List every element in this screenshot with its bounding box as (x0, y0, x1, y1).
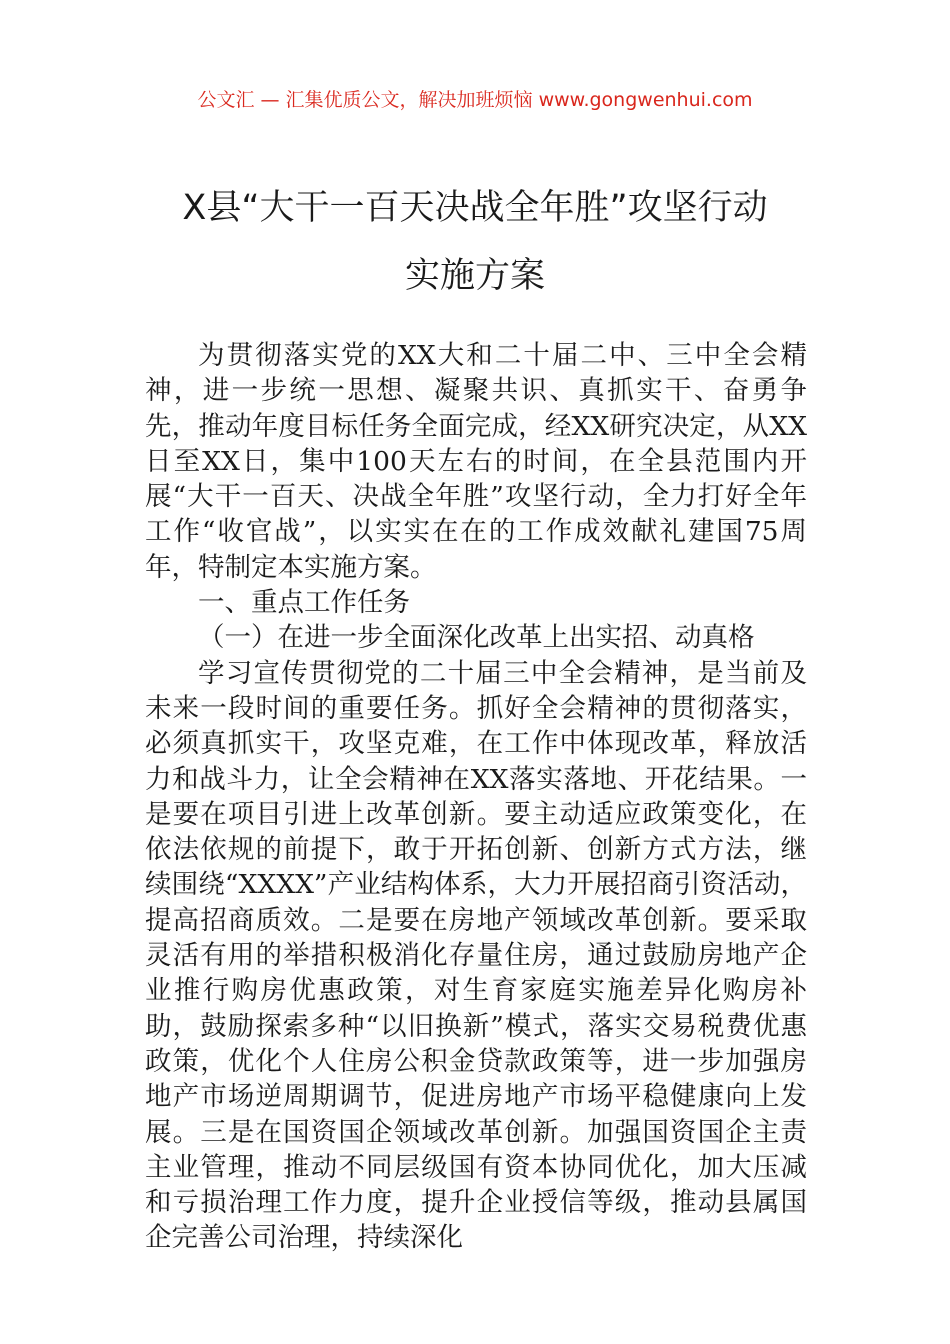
subsection-heading: （一）在进一步全面深化改革上出实招、动真格 (198, 622, 755, 654)
document-title-line2: 实施方案 (404, 256, 545, 296)
intro-paragraph: 为贯彻落实党的XX大和二十届二中、三中全会精神，进一步统一思想、凝聚共识、真抓实干、奋勇争先，推动年度目标任务全面完成，经XX研究决定，从XX日至XX日，集中100天左右的时间，在全县范围内开展“大干一百天、决战全年胜”攻坚行动，全力打好全年工作“收官战”，以实实在在的工作成效献礼建国75周年，特制定本实施方案。 (145, 340, 807, 583)
body-paragraph: 学习宣传贯彻党的二十届三中全会精神，是当前及未来一段时间的重要任务。抓好全会精神的贯彻落实，必须真抓实干，攻坚克难，在工作中体现改革，释放活力和战斗力，让全会精神在XX落实落地、开花结果。一是要在项目引进上改革创新。要主动适应政策变化，在依法依规的前提下，敢于开拓创新、创新方式方法，继续围绕“XXXX”产业结构体系，大力开展招商引资活动，提高招商质效。二是要在房地产领域改革创新。要采取灵活有用的举措积极消化存量住房，通过鼓励房地产企业推行购房优惠政策，对生育家庭实施差异化购房补助，鼓励探索多种“以旧换新”模式，落实交易税费优惠政策，优化个人住房公积金贷款政策等，进一步加强房地产市场逆周期调节，促进房地产市场平稳健康向上发展。三是在国资国企领域改革创新。加强国资国企主责主业管理，推动不同层级国有资本协同优化，加大压减和亏损治理工作力度，提升企业授信等级，推动县属国企完善公司治理，持续深化 (145, 657, 807, 1254)
section-heading: 一、重点工作任务 (198, 587, 410, 619)
document-title-line1: X县“大干一百天决战全年胜”攻坚行动 (182, 188, 768, 228)
header-banner: 公文汇 — 汇集优质公文，解决加班烦恼 www.gongwenhui.com (197, 89, 753, 111)
document-body (145, 338, 807, 1256)
